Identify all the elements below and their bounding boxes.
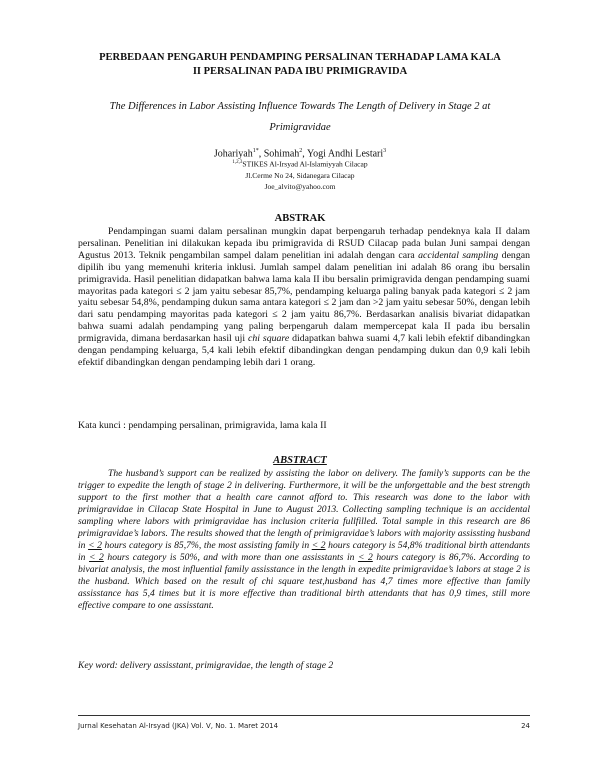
affiliation-address: Jl.Cerme No 24, Sidanegara Cilacap [245,170,355,180]
page-number: 24 [521,722,530,730]
kata-kunci: Kata kunci : pendamping persalinan, primigravida, lama kala II [78,420,327,431]
author-sep-1: , [258,148,264,160]
abstract-text-5: hours category is 86,7%. According to bivariat analysis, the most influential family assisstance in the length in expedite primigravidae’s labors at stage 2 is the husband. Which based on the result of chi square test,husband has 4,7 times more effective than family assisstance has 5,4 times but it is more effective than traditional birth attendants that has 0,9 times, still more effective compare to one assisstant. [78,552,530,611]
key-word: Key word: delivery assisstant, primigravidae, the length of stage 2 [78,660,334,671]
abstract-text-1: The husband’s support can be realized by assisting the labor on delivery. The family’s supports can be the trigger to expedite the length of stage 2 in delivering. Furthermore, it will be the unforgettable and the best strength support to the first mother that a health care cannot afford to. This research was done to the labor with primigravidae in Cilacap State Hospital in June to August 2013. Collecting sampling technique is an accidental sampling where labors with primigravidae has inclusion criteria fullfilled. Total sample in this research are 86 primigravidae’s labors. The results showed that the length of primigravidae’s labors with majority assissting husband in [78,468,530,551]
affiliation-institution-line [120,157,480,170]
affiliation-sup: 1,2,3 [232,160,243,165]
author-2: Sohimah [263,148,300,160]
author-1-sup: 1* [252,148,259,154]
title-line-1: PERBEDAAN PENGARUH PENDAMPING PERSALINAN TERHADAP LAMA KALA [99,52,501,63]
affiliation-institution: STIKES Al-Irsyad Al-Islamiyyah Cilacap [242,159,368,169]
author-2-sup: 2 [299,148,303,154]
abstract-text-2: hours category is 85,7%, the most assisting family in [101,540,312,551]
title-line-2: II PERSALINAN PADA IBU PRIMIGRAVIDA [192,66,408,77]
journal-citation: Jurnal Kesehatan Al-Irsyad (JKA) Vol. V, No. 1. Maret 2014 [78,722,279,730]
author-3-sup: 3 [383,148,387,154]
subtitle-line-2: Primigravidae [269,122,331,133]
abstract-body [78,468,530,612]
abstract-underline-1: < 2 [88,540,102,551]
english-subtitle [80,96,520,138]
affiliation-email: Joe_alvito@yahoo.com [264,181,336,191]
abstract-underline-2: < 2 [311,540,326,551]
abstract-underline-3: < 2 [89,552,104,563]
author-sep-2: , [302,148,307,160]
affiliation-block [120,157,480,192]
paper-title [70,51,530,79]
abstrak-text-1: Pendampingan suami dalam persalinan mungkin dapat berpengaruh terhadap pendeknya kala II dalam persalinan. Penelitian ini dilakukan kepada ibu primigravida di RSUD Cilacap pada bulan Juni sampai dengan Agustus 2013. Teknik pengambilan sampel dalam penelitian ini adalah dengan cara [78,226,530,261]
abstract-paragraph [78,468,530,612]
abstrak-text-3: didapatkan bahwa suami 4,7 kali lebih efektif dibandingkan dengan pendamping keluarga, 5,4 kali lebih efektif dibandingkan dengan pendamping dukun dan 0,9 kali lebih efektif dibandingkan dengan pendamping lebih dari 1 orang. [78,333,530,368]
abstrak-heading: ABSTRAK [274,213,326,224]
abstrak-paragraph [78,226,530,369]
author-3: Yogi Andhi Lestari [306,148,384,160]
abstract-text-3: hours category is 54,8% traditional birth attendants in [78,540,531,563]
abstrak-text-2: dengan dipilih ibu yang memenuhi kriteria inklusi. Jumlah sampel dalam penelitian ini adalah 86 orang ibu bersalin primigravida. Hasil penelitian didapatkan bahwa lama kala II ibu bersalin primigravida dengan pendamping suami mayoritas pada kategori ≤ 2 jam yaitu sebesar 85,7%, pendamping keluarga paling banyak pada kategori ≤ 2 jam yaitu sebesar 54,8%, pendamping dukun sama antara kategori ≤ 2 jam dan >2 jam yaitu sebesar 50%, dengan lebih dari satu pendamping mayoritas pada kategori ≤ 2 jam yaitu 86,7%. Berdasarkan analisis bivariat didapatkan bahwa suami adalah pendamping yang paling berpengaruh dalam mempercepat kala II pada ibu bersalin prmigravida, dimana berdasarkan hasil uji [78,249,530,345]
abstract-text-4: hours category is 50%, and with more than one assisstants in [103,552,358,563]
subtitle-line-1: The Differences in Labor Assisting Influence Towards The Length of Delivery in Stage 2 at [109,101,491,112]
abstract-heading: ABSTRACT [273,455,327,466]
abstrak-italic-1: accidental sampling [418,249,499,261]
footer-divider [78,715,530,716]
abstract-underline-4: < 2 [357,552,373,563]
abstrak-body [78,226,530,369]
abstrak-italic-2: chi square [247,333,290,345]
author-1: Johariyah [213,148,253,160]
